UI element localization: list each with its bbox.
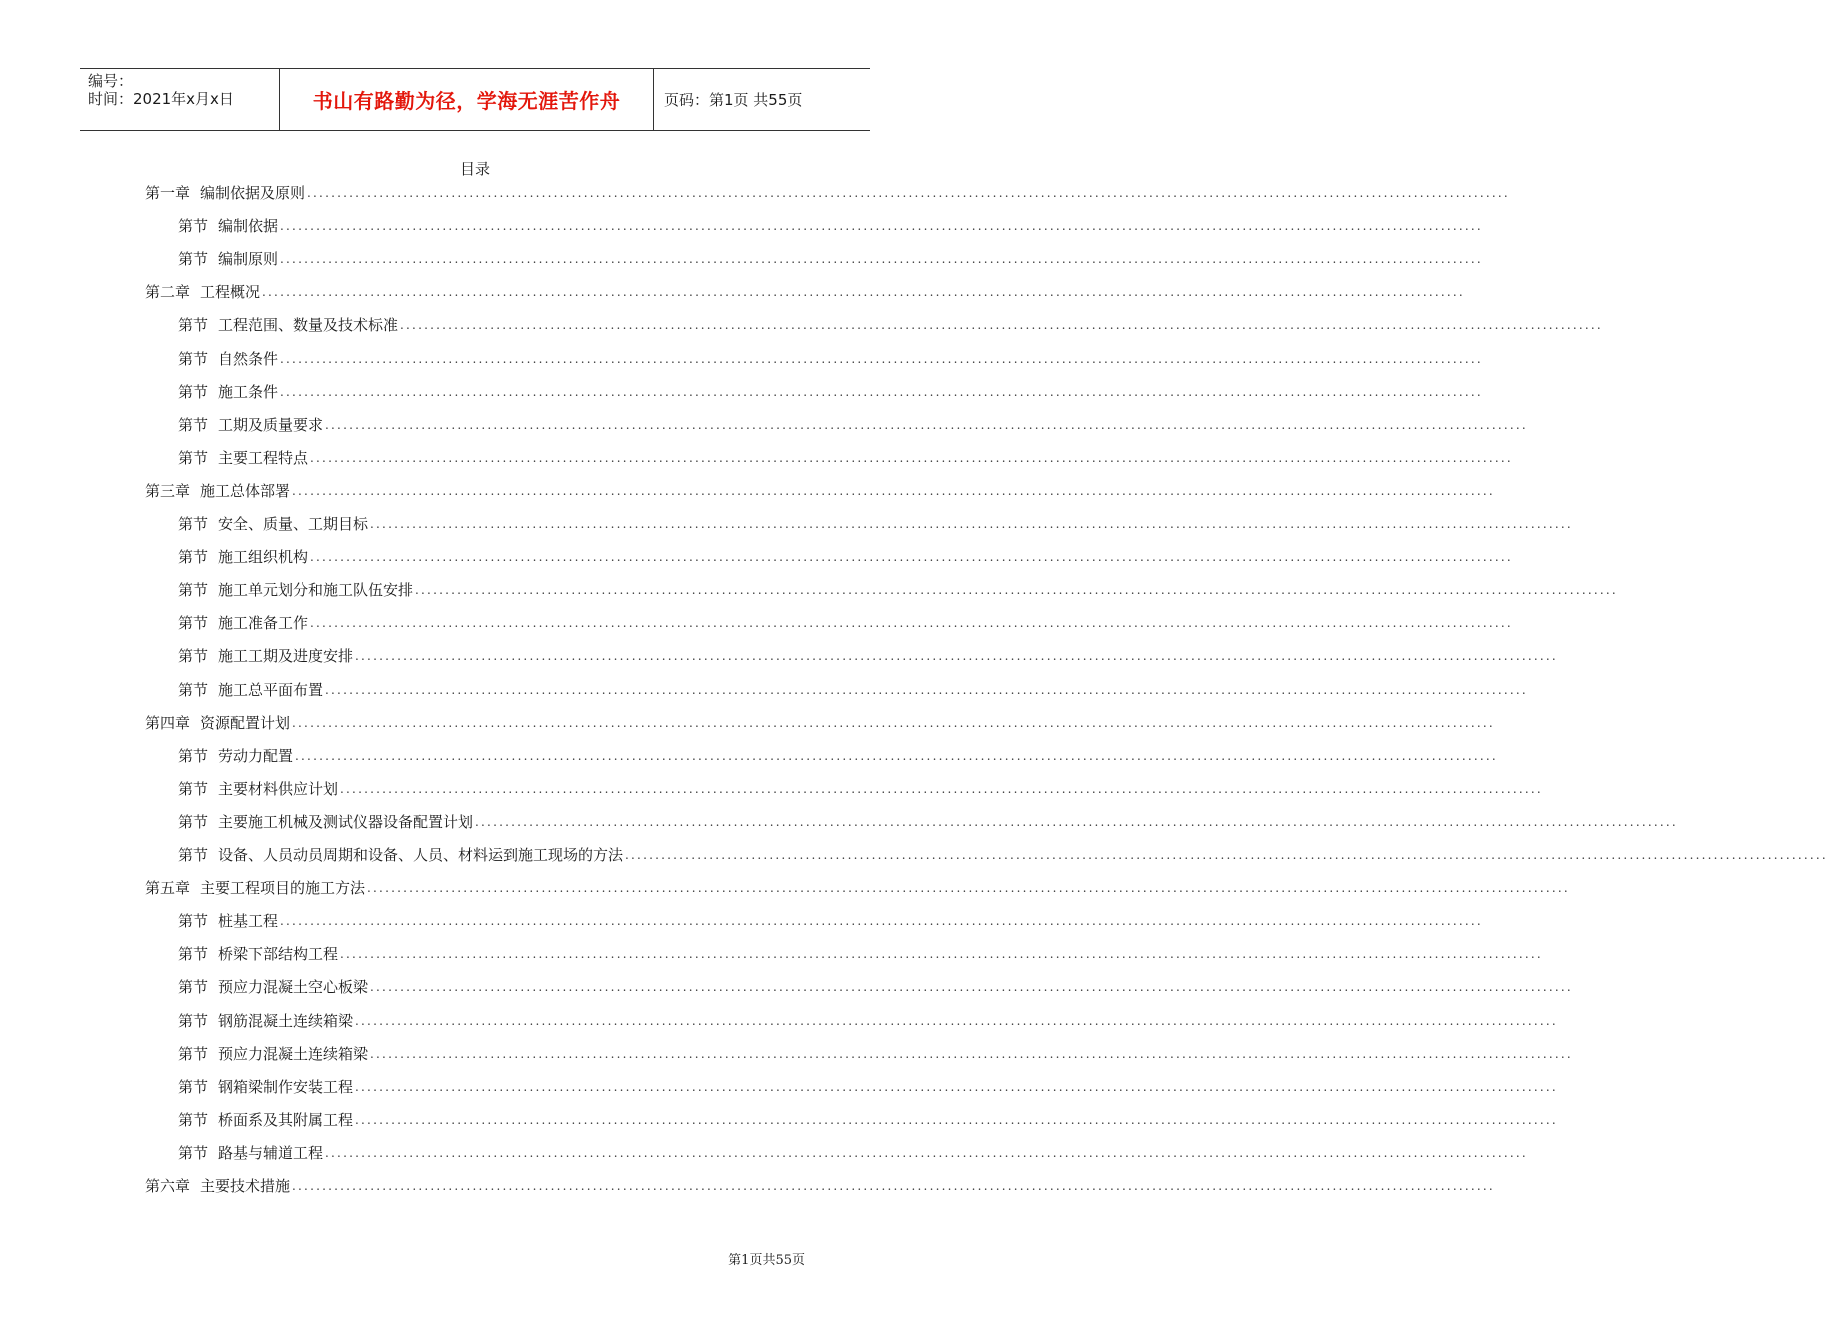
- toc-section-entry[interactable]: [178, 1106, 1558, 1130]
- toc-entry-title: 主要施工机械及测试仪器设备配置计划: [218, 812, 474, 831]
- toc-section-entry[interactable]: [178, 345, 1483, 369]
- toc-section-entry[interactable]: [178, 808, 1678, 832]
- toc-chapter-entry[interactable]: [145, 477, 1495, 501]
- toc-chapter-entry[interactable]: [145, 874, 1570, 898]
- toc-section-entry[interactable]: [178, 311, 1603, 335]
- toc-dot-leader: ........................................................................................................................................................................................................: [310, 450, 1513, 465]
- toc-section-entry[interactable]: [178, 245, 1483, 269]
- toc-dot-leader: ........................................................................................................................................................................................................: [355, 1079, 1558, 1094]
- toc-entry-number: 第节: [178, 614, 209, 633]
- toc-dot-leader: ........................................................................................................................................................................................................: [262, 285, 1465, 300]
- toc-section-entry[interactable]: [178, 1073, 1558, 1097]
- toc-dot-leader: ........................................................................................................................................................................................................: [280, 351, 1483, 366]
- toc-dot-leader: ........................................................................................................................................................................................................: [292, 483, 1495, 498]
- toc-section-entry[interactable]: [178, 378, 1483, 402]
- toc-entry-title: 路基与辅道工程: [218, 1143, 324, 1162]
- toc-dot-leader: ........................................................................................................................................................................................................: [295, 748, 1498, 763]
- toc-entry-number: 第节: [178, 382, 209, 401]
- toc-dot-leader: ........................................................................................................................................................................................................: [310, 550, 1513, 565]
- toc-entry-number: 第四章: [145, 713, 191, 732]
- toc-entry-title: 主要工程特点: [218, 448, 309, 467]
- toc-dot-leader: ........................................................................................................................................................................................................: [310, 616, 1513, 631]
- toc-section-entry[interactable]: [178, 444, 1513, 468]
- toc-entry-number: 第节: [178, 1143, 209, 1162]
- footer-page-number: 第1页共55页: [728, 1253, 805, 1268]
- toc-entry-number: 第节: [178, 548, 209, 567]
- toc-section-entry[interactable]: [178, 543, 1513, 567]
- toc-chapter-entry[interactable]: [145, 179, 1510, 203]
- toc-section-entry[interactable]: [178, 212, 1483, 236]
- toc-entry-number: 第节: [178, 1077, 209, 1096]
- toc-entry-title: 安全、质量、工期目标: [218, 515, 369, 533]
- toc-section-entry[interactable]: [178, 973, 1573, 997]
- toc-entry-title: 资源配置计划: [200, 713, 291, 732]
- toc-title: 目录: [459, 160, 490, 178]
- toc-entry-number: 第节: [178, 581, 209, 600]
- page-header: [80, 68, 870, 131]
- toc-entry-title: 劳动力配置: [218, 746, 294, 765]
- toc-entry-title: 桩基工程: [218, 912, 279, 931]
- toc-entry-number: 第节: [178, 316, 209, 335]
- toc-entry-title: 桥梁下部结构工程: [218, 945, 339, 964]
- toc-entry-number: 第节: [178, 846, 209, 864]
- toc-entry-title: 施工组织机构: [218, 548, 309, 567]
- toc-dot-leader: ........................................................................................................................................................................................................: [415, 583, 1618, 598]
- toc-chapter-entry[interactable]: [145, 1172, 1495, 1196]
- toc-entry-number: 第节: [178, 746, 209, 765]
- toc-chapter-entry[interactable]: [145, 278, 1465, 302]
- toc-dot-leader: ........................................................................................................................................................................................................: [307, 186, 1510, 200]
- serial-number-label: 编号：: [88, 72, 134, 90]
- toc-section-entry[interactable]: [178, 510, 1573, 534]
- toc-entry-title: 主要技术措施: [200, 1177, 291, 1195]
- toc-entry-number: 第节: [178, 680, 209, 699]
- toc-section-entry[interactable]: [178, 609, 1513, 633]
- toc-entry-title: 施工总平面布置: [218, 680, 324, 699]
- toc-entry-title: 工程范围、数量及技术标准: [218, 316, 399, 335]
- toc-entry-title: 编制依据及原则: [200, 184, 306, 202]
- toc-entry-title: 主要工程项目的施工方法: [200, 879, 366, 898]
- toc-dot-leader: ........................................................................................................................................................................................................: [340, 947, 1543, 962]
- toc-dot-leader: ........................................................................................................................................................................................................: [625, 848, 1828, 862]
- toc-dot-leader: ........................................................................................................................................................................................................: [292, 715, 1495, 730]
- toc-dot-leader: ........................................................................................................................................................................................................: [370, 517, 1573, 531]
- toc-entry-title: 编制原则: [218, 250, 279, 269]
- toc-entry-number: 第节: [178, 647, 209, 666]
- toc-dot-leader: ........................................................................................................................................................................................................: [355, 1112, 1558, 1127]
- toc-entry-number: 第节: [178, 448, 209, 467]
- toc-entry-number: 第节: [178, 1044, 209, 1063]
- toc-entry-title: 施工工期及进度安排: [218, 647, 354, 666]
- toc-entry-number: 第一章: [145, 184, 191, 202]
- toc-entry-title: 设备、人员动员周期和设备、人员、材料运到施工现场的方法: [218, 846, 624, 864]
- toc-dot-leader: ........................................................................................................................................................................................................: [475, 814, 1678, 829]
- toc-entry-number: 第节: [178, 1011, 209, 1030]
- toc-entry-title: 施工条件: [218, 382, 279, 401]
- toc-dot-leader: ........................................................................................................................................................................................................: [370, 1046, 1573, 1061]
- toc-entry-number: 第节: [178, 515, 209, 533]
- toc-dot-leader: ........................................................................................................................................................................................................: [367, 881, 1570, 896]
- toc-section-entry[interactable]: [178, 411, 1528, 435]
- toc-entry-number: 第节: [178, 217, 209, 236]
- toc-entry-title: 预应力混凝土空心板梁: [218, 978, 369, 997]
- toc-entry-title: 自然条件: [218, 349, 279, 368]
- toc-entry-title: 钢箱梁制作安装工程: [218, 1077, 354, 1096]
- toc-entry-number: 第节: [178, 779, 209, 798]
- toc-entry-title: 施工单元划分和施工队伍安排: [218, 581, 414, 600]
- toc-dot-leader: ........................................................................................................................................................................................................: [370, 980, 1573, 995]
- toc-entry-title: 工程概况: [200, 283, 261, 302]
- toc-section-entry[interactable]: [178, 576, 1618, 600]
- toc-section-entry[interactable]: [178, 841, 1828, 865]
- toc-section-entry[interactable]: [178, 775, 1543, 799]
- toc-entry-title: 钢筋混凝土连续箱梁: [218, 1011, 354, 1030]
- toc-entry-number: 第节: [178, 945, 209, 964]
- toc-section-entry[interactable]: [178, 742, 1498, 766]
- toc-entry-title: 预应力混凝土连续箱梁: [218, 1044, 369, 1063]
- toc-entry-title: 工期及质量要求: [218, 415, 324, 434]
- toc-entry-number: 第节: [178, 349, 209, 368]
- toc-section-entry[interactable]: [178, 676, 1528, 700]
- date-label: 时间：2021年x月x日: [88, 90, 234, 108]
- toc-entry-title: 编制依据: [218, 217, 279, 236]
- toc-dot-leader: ........................................................................................................................................................................................................: [355, 1013, 1558, 1028]
- toc-dot-leader: ........................................................................................................................................................................................................: [280, 384, 1483, 399]
- toc-dot-leader: ........................................................................................................................................................................................................: [325, 1145, 1528, 1160]
- toc-entry-number: 第节: [178, 812, 209, 831]
- toc-entry-number: 第节: [178, 415, 209, 434]
- toc-dot-leader: ........................................................................................................................................................................................................: [355, 649, 1558, 664]
- toc-entry-number: 第五章: [145, 879, 191, 898]
- toc-entry-number: 第三章: [145, 481, 191, 500]
- toc-entry-number: 第节: [178, 978, 209, 997]
- toc-dot-leader: ........................................................................................................................................................................................................: [400, 318, 1603, 333]
- toc-entry-title: 桥面系及其附属工程: [218, 1110, 354, 1129]
- toc-dot-leader: ........................................................................................................................................................................................................: [325, 682, 1528, 697]
- toc-chapter-entry[interactable]: [145, 709, 1495, 733]
- toc-section-entry[interactable]: [178, 1007, 1558, 1031]
- toc-section-entry[interactable]: [178, 1139, 1528, 1163]
- toc-entry-number: 第六章: [145, 1177, 191, 1195]
- toc-section-entry[interactable]: [178, 642, 1558, 666]
- header-motto: 书山有路勤为径，学海无涯苦作舟: [280, 69, 654, 130]
- toc-dot-leader: ........................................................................................................................................................................................................: [280, 914, 1483, 929]
- toc-dot-leader: ........................................................................................................................................................................................................: [280, 219, 1483, 234]
- toc-section-entry[interactable]: [178, 907, 1483, 931]
- toc-entry-title: 主要材料供应计划: [218, 779, 339, 798]
- toc-entry-number: 第二章: [145, 283, 191, 302]
- toc-entry-title: 施工总体部署: [200, 481, 291, 500]
- toc-section-entry[interactable]: [178, 940, 1543, 964]
- toc-dot-leader: ........................................................................................................................................................................................................: [325, 417, 1528, 432]
- toc-dot-leader: ........................................................................................................................................................................................................: [340, 781, 1543, 796]
- header-left-cell: [80, 69, 280, 130]
- toc-entry-number: 第节: [178, 1110, 209, 1129]
- toc-dot-leader: ........................................................................................................................................................................................................: [280, 252, 1483, 267]
- header-page-info: 页码：第1页 共55页: [664, 91, 803, 109]
- toc-entry-number: 第节: [178, 912, 209, 931]
- toc-section-entry[interactable]: [178, 1040, 1573, 1064]
- toc-entry-number: 第节: [178, 250, 209, 269]
- toc-dot-leader: ........................................................................................................................................................................................................: [292, 1179, 1495, 1193]
- toc-entry-title: 施工准备工作: [218, 614, 309, 633]
